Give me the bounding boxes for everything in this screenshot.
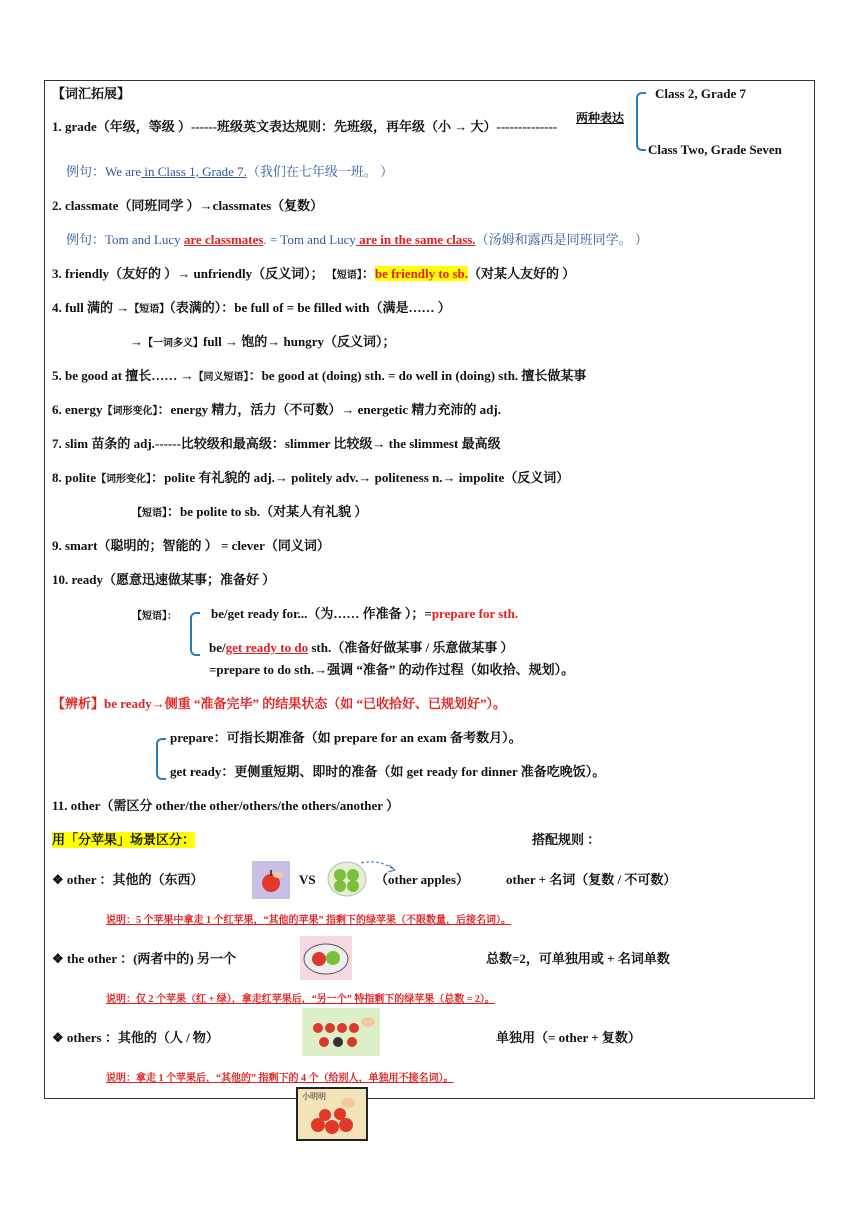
- class-expression-2: Class Two, Grade Seven: [648, 142, 782, 157]
- other-row: ❖ other ：其他的（东西）: [52, 872, 204, 887]
- item-9: 9. smart（聪明的；智能的 ） = clever（同义词）: [52, 538, 330, 553]
- brace-classes: [636, 92, 646, 151]
- item-3: 3. friendly（友好的 ）→ unfriendly（反义词）； 【短语】：be friendly to sb.（对某人友好的 ）: [52, 266, 576, 281]
- other-apples-label: （other apples）: [375, 872, 470, 887]
- collocation-rule-heading: 搭配规则 ：: [532, 832, 601, 847]
- apples-pile-icon: [298, 1089, 366, 1139]
- brace-prepare: [156, 738, 166, 780]
- item-10-tag: 【短语】：: [132, 611, 177, 622]
- item-7: 7. slim 苗条的 adj.------比较级和最高级：slimmer 比较级→ the slimmest 最高级: [52, 436, 501, 451]
- the-other-row: ❖ the other ：(两者中的) 另一个: [52, 951, 237, 966]
- others-explanation: 说明：拿走 1 个苹果后，“其他的” 指剩下的 4 个（给别人，单独用不接名词）。: [106, 1073, 454, 1084]
- class-expression-1: Class 2, Grade 7: [655, 86, 746, 101]
- item-8: 8. polite【词形变化】：polite 有礼貌的 adj.→ politely adv.→ politeness n.→ impolite（反义词）: [52, 470, 570, 485]
- two-apples-plate-image: [300, 936, 352, 980]
- green-apples-image: [327, 857, 367, 897]
- xiaomingming-apples-image: [296, 1087, 368, 1141]
- item-10: 10. ready（愿意迅速做某事；准备好 ）: [52, 572, 276, 587]
- item-8-sub: 【短语】：be polite to sb.（对某人有礼貌 ）: [132, 504, 368, 519]
- apple-scene-heading: 用「分苹果」场景区分：: [52, 832, 196, 847]
- apples-sharing-image: [302, 1008, 380, 1056]
- red-apple-icon: [252, 861, 290, 899]
- item-4: 4. full 满的 →【短语】（表满的）：be full of = be filled with（满是…… ）: [52, 300, 451, 315]
- other-rule: other + 名词（复数 / 不可数）: [506, 872, 677, 887]
- item-1-example: 例句：We are in Class 1, Grade 7.（我们在七年级一班。 ）: [66, 164, 394, 179]
- item-10-line-2: be/get ready to do sth.（准备好做某事 / 乐意做某事 ）: [209, 640, 514, 655]
- item-10-line-1: be/get ready for...（为…… 作准备 ）；=prepare for sth.: [211, 606, 519, 621]
- item-2: 2. classmate（同班同学 ）→classmates（复数）: [52, 198, 324, 213]
- apples-sharing-icon: [302, 1008, 380, 1056]
- brace-ready: [190, 612, 200, 656]
- item-11: 11. other（需区分 other/the other/others/the others/another ）: [52, 798, 400, 813]
- prepare-note: prepare：可指长期准备（如 prepare for an exam 备考数月）。: [170, 730, 522, 745]
- the-other-rule: 总数=2，可单独用或 + 名词单数: [486, 951, 670, 966]
- item-4-sub: →【一词多义】full → 饱的→ hungry（反义词）；: [130, 334, 396, 349]
- item-1: 1. grade（年级，等级 ）------班级英文表达规则：先班级，再年级（小 → 大）--------------: [52, 119, 558, 134]
- the-other-explanation: 说明：仅 2 个苹果（红 + 绿），拿走红苹果后，“另一个” 特指剩下的绿苹果（总数 = 2）。: [106, 994, 495, 1005]
- section-title: 【词汇拓展】: [52, 86, 131, 101]
- analysis-note: 【辨析】be ready→侧重 “准备完毕” 的结果状态（如 “已收拾好、已规划好”）。: [52, 696, 507, 711]
- two-ways-label: 两种表达: [576, 111, 625, 125]
- picture-caption: 小明明: [302, 1092, 326, 1101]
- other-explanation: 说明：5 个苹果中拿走 1 个红苹果，“其他的苹果” 指剩下的绿苹果（不限数量，后接名词）。: [106, 915, 511, 926]
- others-row: ❖ others ：其他的（人 / 物）: [52, 1030, 219, 1045]
- item-6: 6. energy【词形变化】：energy 精力，活力（不可数）→ energetic 精力充沛的 adj.: [52, 402, 501, 417]
- red-apple-hand-image: [252, 861, 290, 899]
- vs-label: VS: [299, 872, 316, 887]
- item-10-line-3: =prepare to do sth.→强调 “准备” 的动作过程（如收拾、规划）。: [209, 662, 575, 677]
- plate-apples-icon: [300, 936, 352, 980]
- get-ready-note: get ready：更侧重短期、即时的准备（如 get ready for dinner 准备吃晚饭）。: [170, 764, 606, 779]
- others-rule: 单独用（= other + 复数）: [496, 1030, 641, 1045]
- item-5: 5. be good at 擅长…… →【同义短语】：be good at (doing) sth. = do well in (doing) sth. 擅长做某事: [52, 368, 587, 383]
- item-2-example: 例句：Tom and Lucy are classmates. = Tom and Lucy are in the same class.（汤姆和露西是同班同学。 ）: [66, 232, 648, 247]
